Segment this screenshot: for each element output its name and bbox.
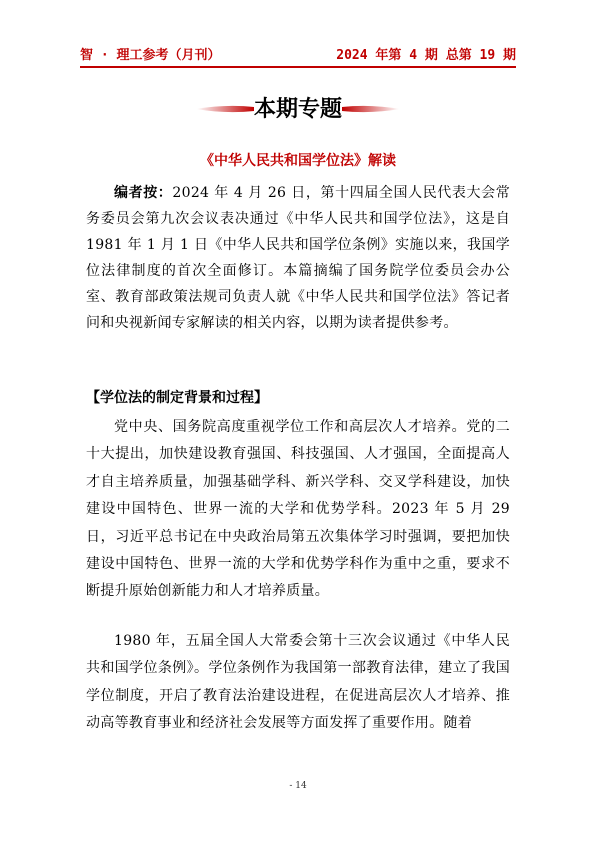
special-topic-title: 本期专题 [253,97,342,122]
article-title: 《中华人民共和国学位法》解读 [200,153,396,169]
editor-note [86,180,510,336]
special-topic-banner [0,96,596,126]
body-paragraph: 党中央、国务院高度重视学位工作和高层次人才培养。党的二十大提出，加快建设教育强国、科技强国、人才强国，全面提高人才自主培养质量，加强基础学科、新兴学科、交叉学科建设，加快建设中国特色、世界一流的大学和优势学科。2023 年 5 月 29 日，习近平总书记在中央政治局第五次集体学习时强调，要把加快建设中国特色、世界一流的大学和优势学科作为重中之重，要求不断提升原始创新能力和人才培养质量。 [86,419,510,600]
issue-number: 2024 年第 4 期 总第 19 期 [336,48,516,63]
running-header [80,42,516,64]
section-heading: 【学位法的制定背景和过程】 [86,390,268,406]
editor-note-text: 2024 年 4 月 26 日，第十四届全国人民代表大会常务委员会第九次会议表决通过《中华人民共和国学位法》，这是自 1981 年 1 月 1 日《中华人民共和国学位条例》实施以来，我国学位法律制度的首次全面修订。本篇摘编了国务院学位委员会办公室、教育部政策法规司负责人就《中华人民共和国学位法》答记者问和央视新闻专家解读的相关内容，以期为读者提供参考。 [86,185,510,331]
page-number: - 14 [289,781,307,791]
editor-note-lead: 编者按： [114,185,173,201]
right-brush-ornament [342,102,400,116]
header-divider [80,66,516,68]
journal-name: 智 · 理工参考（月刊） [80,48,221,63]
body-paragraph: 1980 年，五届全国人大常委会第十三次会议通过《中华人民共和国学位条例》。学位条例作为我国第一部教育法律，建立了我国学位制度，开启了教育法治建设进程，在促进高层次人才培养、推动高等教育事业和经济社会发展等方面发挥了重要作用。随着 [86,633,510,732]
